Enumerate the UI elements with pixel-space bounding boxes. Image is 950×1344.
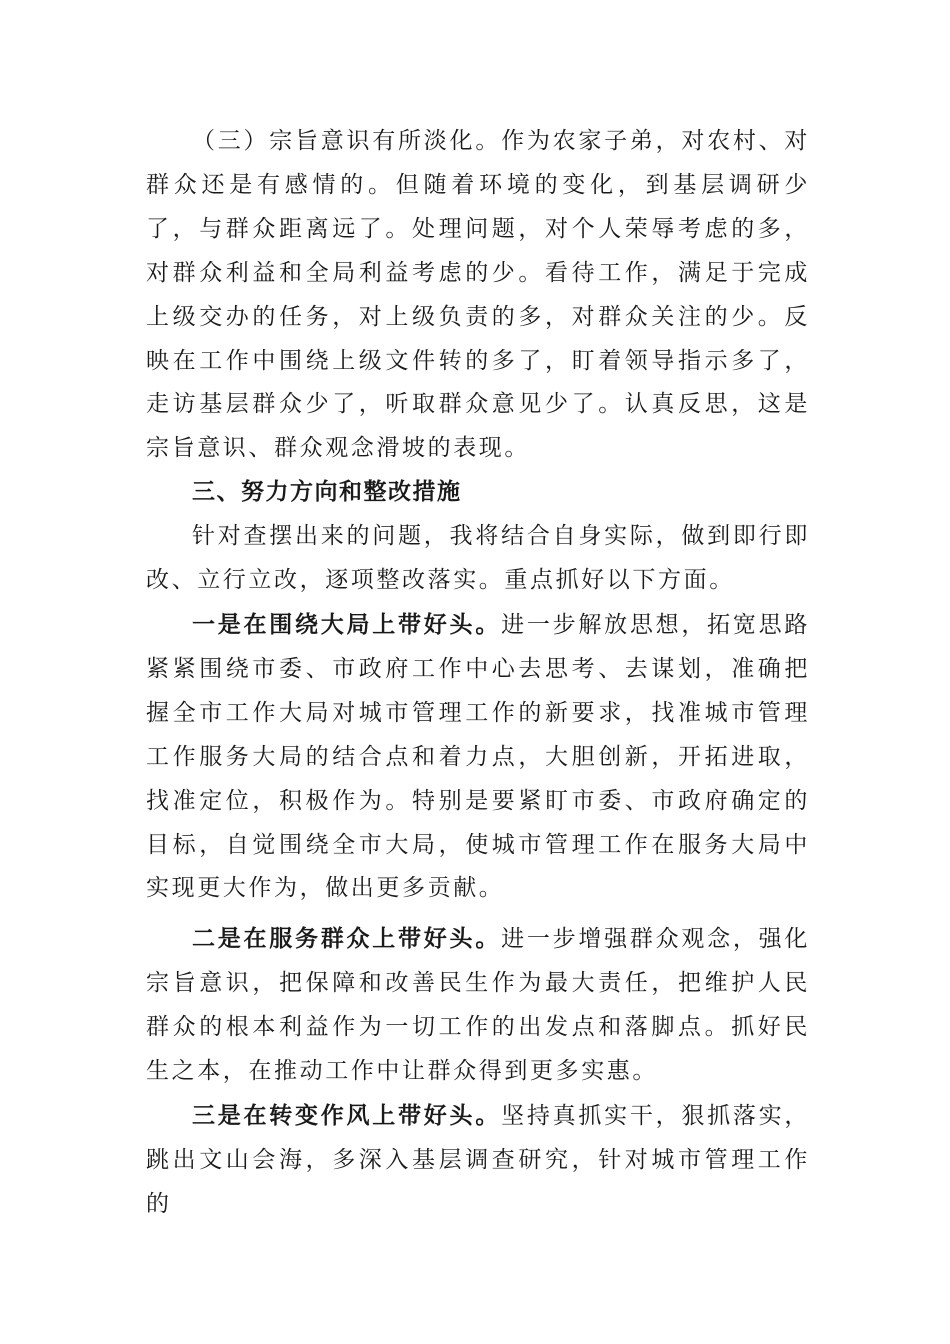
measure-body: 坚持真抓实干，狠抓落实，跳出文山会海，多深入基层调查研究，针对城市管理工作的 [146, 1102, 810, 1217]
measure-lead: 二是在服务群众上带好头。 [192, 925, 502, 953]
measure-item-1 [146, 603, 810, 911]
section-intro: 针对查摆出来的问题，我将结合自身实际，做到即行即改、立行立改，逐项整改落实。重点抓好以下方面。 [146, 523, 810, 594]
measure-body: 进一步解放思想，拓宽思路紧紧围绕市委、市政府工作中心去思考、去谋划，准确把握全市工作大局对城市管理工作的新要求，找准城市管理工作服务大局的结合点和着力点，大胆创新，开拓进取，找准定位，积极作为。特别是要紧盯市委、市政府确定的目标，自觉围绕全市大局，使城市管理工作在服务大局中实现更大作为，做出更多贡献。 [146, 611, 810, 902]
measure-body: 进一步增强群众观念，强化宗旨意识，把保障和改善民生作为最大责任，把维护人民群众的根本利益作为一切工作的出发点和落脚点。抓好民生之本，在推动工作中让群众得到更多实惠。 [146, 926, 810, 1085]
measure-item-3 [146, 1094, 810, 1227]
document-page [146, 120, 810, 1227]
paragraph-purpose-awareness [146, 120, 810, 471]
section-heading: 三、努力方向和整改措施 [192, 479, 462, 506]
measure-lead: 一是在围绕大局上带好头。 [192, 610, 502, 638]
measure-lead: 三是在转变作风上带好头。 [192, 1101, 502, 1129]
paragraph-lead: （三）宗旨意识有所淡化。 [192, 128, 502, 154]
measure-item-2 [146, 917, 810, 1094]
paragraph-body: 作为农家子弟，对农村、对群众还是有感情的。但随着环境的变化，到基层调研少了，与群众距离远了。处理问题，对个人荣辱考虑的多，对群众利益和全局利益考虑的少。看待工作，满足于完成上级交办的任务，对上级负责的多，对群众关注的少。反映在工作中围绕上级文件转的多了，盯着领导指示多了，走访基层群众少了，听取群众意见少了。认真反思，这是宗旨意识、群众观念滑坡的表现。 [146, 128, 810, 462]
